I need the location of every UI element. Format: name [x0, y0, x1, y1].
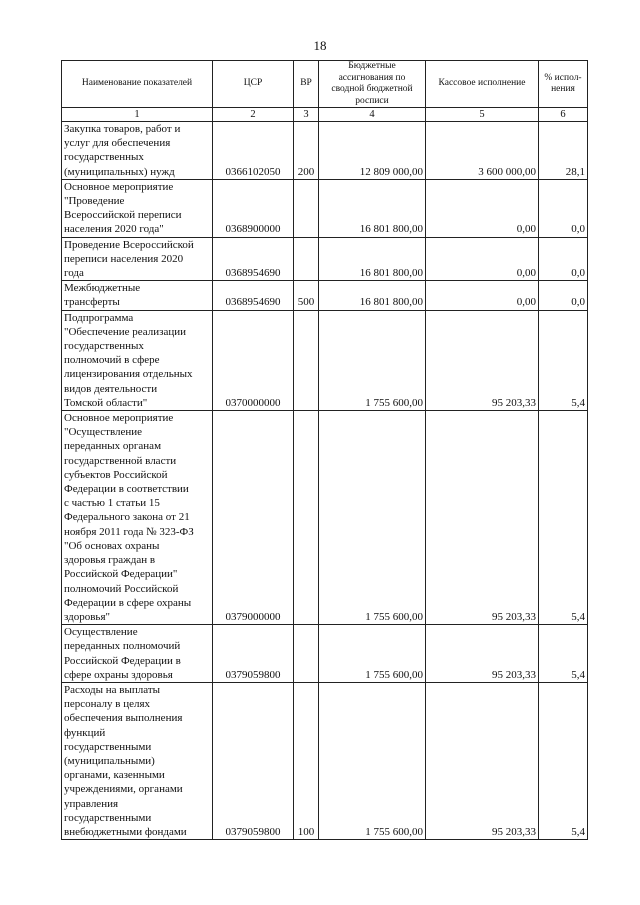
cell-allocations: 12 809 000,00	[319, 122, 426, 180]
cell-cash: 0,00	[426, 237, 539, 281]
cell-percent: 0,0	[539, 281, 588, 310]
cell-cash: 0,00	[426, 179, 539, 237]
cell-vr	[294, 179, 319, 237]
cell-name: Подпрограмма "Обеспечение реализации государственных полномочий в сфере лицензирования отдельных видов деятельности Томской области"	[62, 310, 213, 410]
cell-csr: 0366102050	[213, 122, 294, 180]
column-number: 1	[62, 108, 213, 122]
table-row	[62, 625, 588, 683]
table-row	[62, 179, 588, 237]
column-number-row	[62, 108, 588, 122]
cell-cash: 95 203,33	[426, 625, 539, 683]
cell-percent: 5,4	[539, 682, 588, 839]
cell-csr: 0379000000	[213, 411, 294, 625]
column-number: 3	[294, 108, 319, 122]
cell-percent: 0,0	[539, 179, 588, 237]
column-number: 5	[426, 108, 539, 122]
table-row	[62, 122, 588, 180]
cell-vr	[294, 625, 319, 683]
cell-csr: 0368954690	[213, 281, 294, 310]
cell-name: Проведение Всероссийской переписи населения 2020 года	[62, 237, 213, 281]
column-number: 4	[319, 108, 426, 122]
cell-vr: 500	[294, 281, 319, 310]
cell-vr	[294, 310, 319, 410]
header-allocations: Бюджетные ассигнования по сводной бюджетной росписи	[319, 61, 426, 108]
cell-csr: 0368954690	[213, 237, 294, 281]
cell-allocations: 16 801 800,00	[319, 281, 426, 310]
cell-percent: 5,4	[539, 310, 588, 410]
cell-vr	[294, 411, 319, 625]
cell-vr: 100	[294, 682, 319, 839]
header-csr: ЦСР	[213, 61, 294, 108]
cell-name: Межбюджетные трансферты	[62, 281, 213, 310]
cell-csr: 0370000000	[213, 310, 294, 410]
cell-name: Осуществление переданных полномочий Российской Федерации в сфере охраны здоровья	[62, 625, 213, 683]
cell-csr: 0368900000	[213, 179, 294, 237]
column-number: 2	[213, 108, 294, 122]
cell-allocations: 16 801 800,00	[319, 179, 426, 237]
cell-allocations: 1 755 600,00	[319, 411, 426, 625]
cell-percent: 28,1	[539, 122, 588, 180]
cell-allocations: 1 755 600,00	[319, 682, 426, 839]
table-row	[62, 281, 588, 310]
cell-allocations: 16 801 800,00	[319, 237, 426, 281]
cell-cash: 0,00	[426, 281, 539, 310]
cell-name: Основное мероприятие "Осуществление переданных органам государственной власти субъектов Российской Федерации в соответствии с частью 1 статьи 15 Федерального закона от 21 ноября 2011 года № 323-ФЗ "Об основах охраны здоровья граждан в Российской Федерации" полномочий Российской Федерации в сфере охраны здоровья"	[62, 411, 213, 625]
cell-cash: 95 203,33	[426, 682, 539, 839]
cell-csr: 0379059800	[213, 625, 294, 683]
table-row	[62, 682, 588, 839]
table-row	[62, 411, 588, 625]
cell-vr	[294, 237, 319, 281]
cell-name: Расходы на выплаты персоналу в целях обеспечения выполнения функций государственными (муниципальными) органами, казенными учреждениями, органами управления государственными внебюджетными фондами	[62, 682, 213, 839]
cell-name: Закупка товаров, работ и услуг для обеспечения государственных (муниципальных) нужд	[62, 122, 213, 180]
header-row	[62, 61, 588, 108]
column-number: 6	[539, 108, 588, 122]
cell-allocations: 1 755 600,00	[319, 625, 426, 683]
cell-cash: 95 203,33	[426, 411, 539, 625]
cell-name: Основное мероприятие "Проведение Всероссийской переписи населения 2020 года"	[62, 179, 213, 237]
header-cash: Кассовое исполнение	[426, 61, 539, 108]
cell-percent: 0,0	[539, 237, 588, 281]
budget-execution-table	[61, 60, 588, 840]
cell-allocations: 1 755 600,00	[319, 310, 426, 410]
cell-percent: 5,4	[539, 411, 588, 625]
cell-cash: 95 203,33	[426, 310, 539, 410]
table-row	[62, 237, 588, 281]
header-vr: ВР	[294, 61, 319, 108]
cell-csr: 0379059800	[213, 682, 294, 839]
cell-vr: 200	[294, 122, 319, 180]
cell-cash: 3 600 000,00	[426, 122, 539, 180]
header-name: Наименование показателей	[62, 61, 213, 108]
header-percent: % испол-нения	[539, 61, 588, 108]
table-row	[62, 310, 588, 410]
cell-percent: 5,4	[539, 625, 588, 683]
page-number: 18	[313, 38, 327, 53]
